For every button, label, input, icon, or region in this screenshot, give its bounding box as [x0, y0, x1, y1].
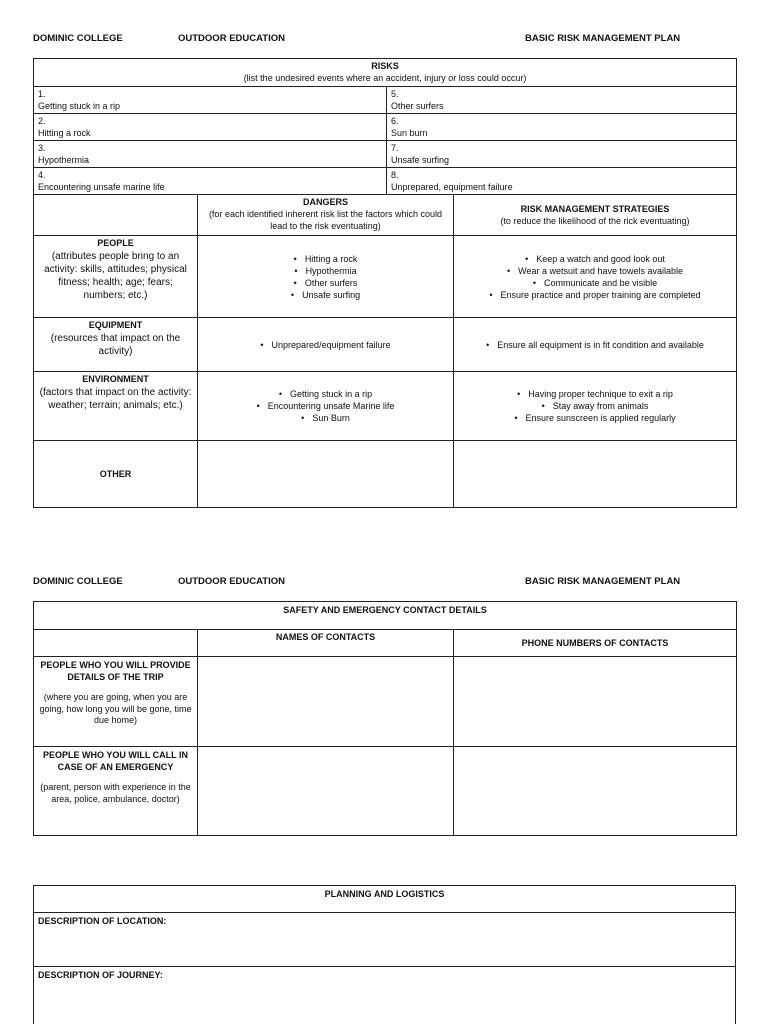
phones-header: PHONE NUMBERS OF CONTACTS — [454, 630, 737, 657]
strategies-cell — [454, 236, 737, 318]
contacts-table — [33, 601, 737, 836]
strategies-cell — [454, 441, 737, 508]
risk-text: Hitting a rock — [38, 128, 91, 138]
subject-name: OUTDOOR EDUCATION — [178, 576, 285, 587]
contacts-title: SAFETY AND EMERGENCY CONTACT DETAILS — [34, 602, 737, 630]
subject-name: OUTDOOR EDUCATION — [178, 33, 285, 44]
strategies-list — [458, 339, 732, 351]
contact-label: PEOPLE WHO YOU WILL CALL IN CASE OF AN EMERGENCY — [42, 750, 188, 772]
school-name: DOMINIC COLLEGE — [33, 576, 123, 587]
risk-cell — [34, 168, 387, 195]
list-item: • Communicate and be visible — [458, 277, 732, 289]
list-item: • Hypothermia — [202, 265, 449, 277]
dangers-cell — [198, 318, 454, 372]
risk-text: Hypothermia — [38, 155, 90, 165]
blank-header-cell — [34, 195, 198, 236]
category-label: EQUIPMENT — [88, 320, 143, 330]
contact-description: (where you are going, when you are going, how long you will be gone, time due home) — [39, 692, 192, 725]
list-item: • Encountering unsafe Marine life — [202, 400, 449, 412]
risk-number: 1. — [38, 89, 46, 99]
list-item: • Having proper technique to exit a rip — [458, 388, 732, 400]
planning-title: PLANNING AND LOGISTICS — [34, 886, 736, 913]
list-item: • Keep a watch and good look out — [458, 253, 732, 265]
location-label[interactable]: DESCRIPTION OF LOCATION: — [34, 913, 736, 967]
list-item: • Getting stuck in a rip — [202, 388, 449, 400]
plan-title: BASIC RISK MANAGEMENT PLAN — [525, 576, 681, 587]
category-description: (attributes people bring to an activity: skills, attitudes; physical fitness; health; age; fears; numbers; etc.) — [44, 251, 187, 301]
dangers-header — [198, 195, 454, 236]
risk-text: Other surfers — [391, 101, 444, 111]
contact-description: (parent, person with experience in the area, police, ambulance, doctor) — [40, 782, 191, 804]
risk-number: 8. — [391, 170, 399, 180]
plan-title: BASIC RISK MANAGEMENT PLAN — [525, 33, 681, 44]
contact-phone-cell[interactable] — [454, 747, 737, 836]
contact-row-label — [34, 657, 198, 747]
category-description: (factors that impact on the activity: weather; terrain; animals; etc.) — [39, 387, 192, 411]
risk-cell — [387, 87, 737, 114]
risk-number: 7. — [391, 143, 399, 153]
risk-number: 5. — [391, 89, 399, 99]
page-header-1 — [33, 33, 735, 47]
risks-subtitle: (list the undesired events where an accident, injury or loss could occur) — [243, 73, 527, 83]
risk-cell — [34, 141, 387, 168]
list-item: • Stay away from animals — [458, 400, 732, 412]
risk-cell — [387, 168, 737, 195]
category-label: OTHER — [99, 468, 132, 479]
contact-label: PEOPLE WHO YOU WILL PROVIDE DETAILS OF THE TRIP — [40, 660, 191, 682]
risk-number: 3. — [38, 143, 46, 153]
risk-number: 4. — [38, 170, 46, 180]
planning-table — [33, 885, 736, 1024]
strategies-header — [454, 195, 737, 236]
row-label-people — [34, 236, 198, 318]
strategies-list — [458, 388, 732, 424]
strategies-cell — [454, 372, 737, 441]
strategies-cell — [454, 318, 737, 372]
dangers-title: DANGERS — [302, 197, 348, 207]
contact-phone-cell[interactable] — [454, 657, 737, 747]
journey-label[interactable]: DESCRIPTION OF JOURNEY: — [34, 967, 736, 1024]
risk-matrix-table — [33, 194, 737, 508]
names-header: NAMES OF CONTACTS — [198, 630, 454, 657]
strategies-list — [458, 253, 732, 301]
risk-text: Sun burn — [391, 128, 428, 138]
category-label: ENVIRONMENT — [82, 374, 149, 384]
row-label-environment — [34, 372, 198, 441]
risk-cell — [34, 87, 387, 114]
risks-heading-cell — [34, 59, 737, 87]
dangers-list — [202, 339, 449, 351]
blank-header-cell — [34, 630, 198, 657]
list-item: • Unsafe surfing — [202, 289, 449, 301]
risks-title: RISKS — [371, 61, 399, 71]
contact-name-cell[interactable] — [198, 747, 454, 836]
risk-text: Encountering unsafe marine life — [38, 182, 165, 192]
strategies-subtitle: (to reduce the likelihood of the rick eventuating) — [500, 216, 690, 226]
risk-cell — [387, 114, 737, 141]
contact-name-cell[interactable] — [198, 657, 454, 747]
category-description: (resources that impact on the activity) — [50, 333, 181, 357]
list-item: • Hitting a rock — [202, 253, 449, 265]
dangers-cell — [198, 372, 454, 441]
risk-cell — [387, 141, 737, 168]
dangers-cell — [198, 441, 454, 508]
category-label: PEOPLE — [97, 238, 134, 248]
row-label-other — [34, 441, 198, 508]
school-name: DOMINIC COLLEGE — [33, 33, 123, 44]
page-header-2 — [33, 576, 735, 590]
list-item: • Sun Burn — [202, 412, 449, 424]
risk-text: Unprepared, equipment failure — [391, 182, 513, 192]
list-item: • Unprepared/equipment failure — [202, 339, 449, 351]
strategies-title: RISK MANAGEMENT STRATEGIES — [520, 204, 670, 214]
list-item: • Wear a wetsuit and have towels available — [458, 265, 732, 277]
risk-number: 2. — [38, 116, 46, 126]
risk-number: 6. — [391, 116, 399, 126]
list-item: • Ensure practice and proper training are completed — [458, 289, 732, 301]
row-label-equipment — [34, 318, 198, 372]
contact-row-label — [34, 747, 198, 836]
dangers-list — [202, 388, 449, 424]
dangers-list — [202, 253, 449, 301]
risk-text: Getting stuck in a rip — [38, 101, 121, 111]
list-item: • Other surfers — [202, 277, 449, 289]
dangers-subtitle: (for each identified inherent risk list the factors which could lead to the risk eventuating) — [208, 209, 443, 231]
risk-cell — [34, 114, 387, 141]
risk-text: Unsafe surfing — [391, 155, 450, 165]
list-item: • Ensure sunscreen is applied regularly — [458, 412, 732, 424]
risks-table — [33, 58, 737, 195]
dangers-cell — [198, 236, 454, 318]
list-item: • Ensure all equipment is in fit condition and available — [458, 339, 732, 351]
